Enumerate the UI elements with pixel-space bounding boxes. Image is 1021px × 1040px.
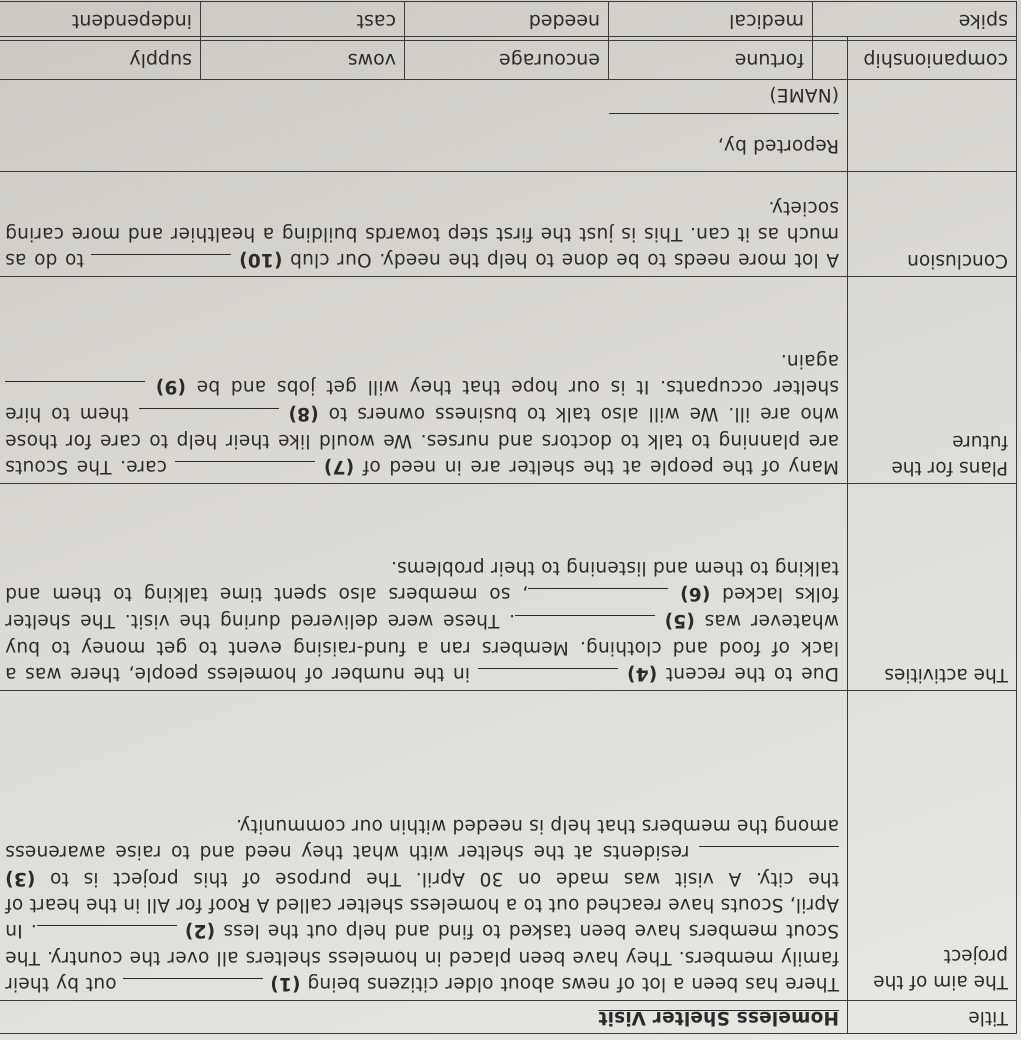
plans-row <box>0 277 1017 484</box>
word-fortune: fortune <box>609 41 813 80</box>
blank-number-5: (5) <box>664 610 695 631</box>
word-supply: supply <box>0 41 201 80</box>
blank-1[interactable] <box>123 978 263 997</box>
blank-5[interactable] <box>515 615 655 634</box>
aim-text: There has been a lot of news about older citizens being (1) out by their family members. They have been placed in homeless shelters all over the country. The Scout members have been tasked to find and help out the less (2) . In April, Scouts have reached out to a homeless shelter called A Roof for All in the heart of the city. A visit was made on 30 April. The purpose of this project is to (3) residents at the shelter with what they need and to raise awareness among the members that help is needed within our community. <box>0 691 848 1001</box>
conclusion-label: Conclusion <box>848 172 1017 277</box>
blank-9[interactable] <box>5 381 145 400</box>
report-table <box>0 36 1017 1034</box>
word-bank-row-1 <box>0 41 1017 80</box>
blank-7[interactable] <box>175 461 315 480</box>
word-companionship: companionship <box>813 41 1017 80</box>
activities-row <box>0 484 1017 691</box>
word-bank <box>0 1 1017 80</box>
blank-3[interactable] <box>699 846 839 865</box>
blank-number-10: (10) <box>238 249 283 270</box>
word-medical: medical <box>609 2 813 41</box>
conclusion-row <box>0 172 1017 277</box>
blank-number-8: (8) <box>288 403 319 424</box>
plans-label: Plans for the future <box>848 277 1017 484</box>
blank-8[interactable] <box>139 408 279 427</box>
reported-by-text: Reported by, <box>717 135 839 156</box>
blank-6[interactable] <box>528 588 668 607</box>
blank-number-6: (6) <box>679 583 711 604</box>
name-field[interactable]: (NAME) <box>609 81 839 114</box>
word-cast: cast <box>201 2 405 41</box>
aim-label: The aim of the project <box>848 691 1017 1001</box>
aim-row <box>0 691 1017 1001</box>
title-cell <box>0 1001 848 1034</box>
word-independent: independent <box>0 2 201 41</box>
word-needed: needed <box>405 2 609 41</box>
blank-number-2: (2) <box>184 920 216 941</box>
conclusion-text: A lot more needs to be done to help the needy. Our club (10) to do as much as it can. This is just the first step towards building a healthier and more caring society. <box>0 172 848 277</box>
report-title: Homeless Shelter Visit <box>598 1007 839 1028</box>
word-bank-row-2 <box>0 2 1017 41</box>
word-vows: vows <box>201 41 405 80</box>
blank-number-1: (1) <box>270 973 301 994</box>
blank-number-9: (9) <box>155 376 186 397</box>
activities-text: Due to the recent (4) in the number of homeless people, there was a lack of food and clothing. Members ran a fund-raising event to get money to buy whatever was (5) . These were delivered during the visit. The shelter folks lacked (6) , so members also spent time talking to them and talking to them and listening to their problems. <box>0 484 848 691</box>
plans-text: Many of the people at the shelter are in need of (7) care. The Scouts are planning to talk to doctors and nurses. We would like their help to care for those who are ill. We will also talk to business owners to (8) them to hire shelter occupants. It is our hope that they will get jobs and be (9) again. <box>0 277 848 484</box>
word-encourage: encourage <box>405 41 609 80</box>
blank-number-4: (4) <box>626 663 658 684</box>
blank-number-7: (7) <box>323 456 355 477</box>
blank-number-3: (3) <box>5 868 36 889</box>
word-spike: spike <box>813 2 1017 41</box>
blank-2[interactable] <box>37 925 177 944</box>
title-row <box>0 1001 1017 1034</box>
title-label: Title <box>848 1001 1017 1034</box>
activities-label: The activities <box>848 484 1017 691</box>
blank-10[interactable] <box>91 254 231 273</box>
blank-4[interactable] <box>478 668 618 687</box>
